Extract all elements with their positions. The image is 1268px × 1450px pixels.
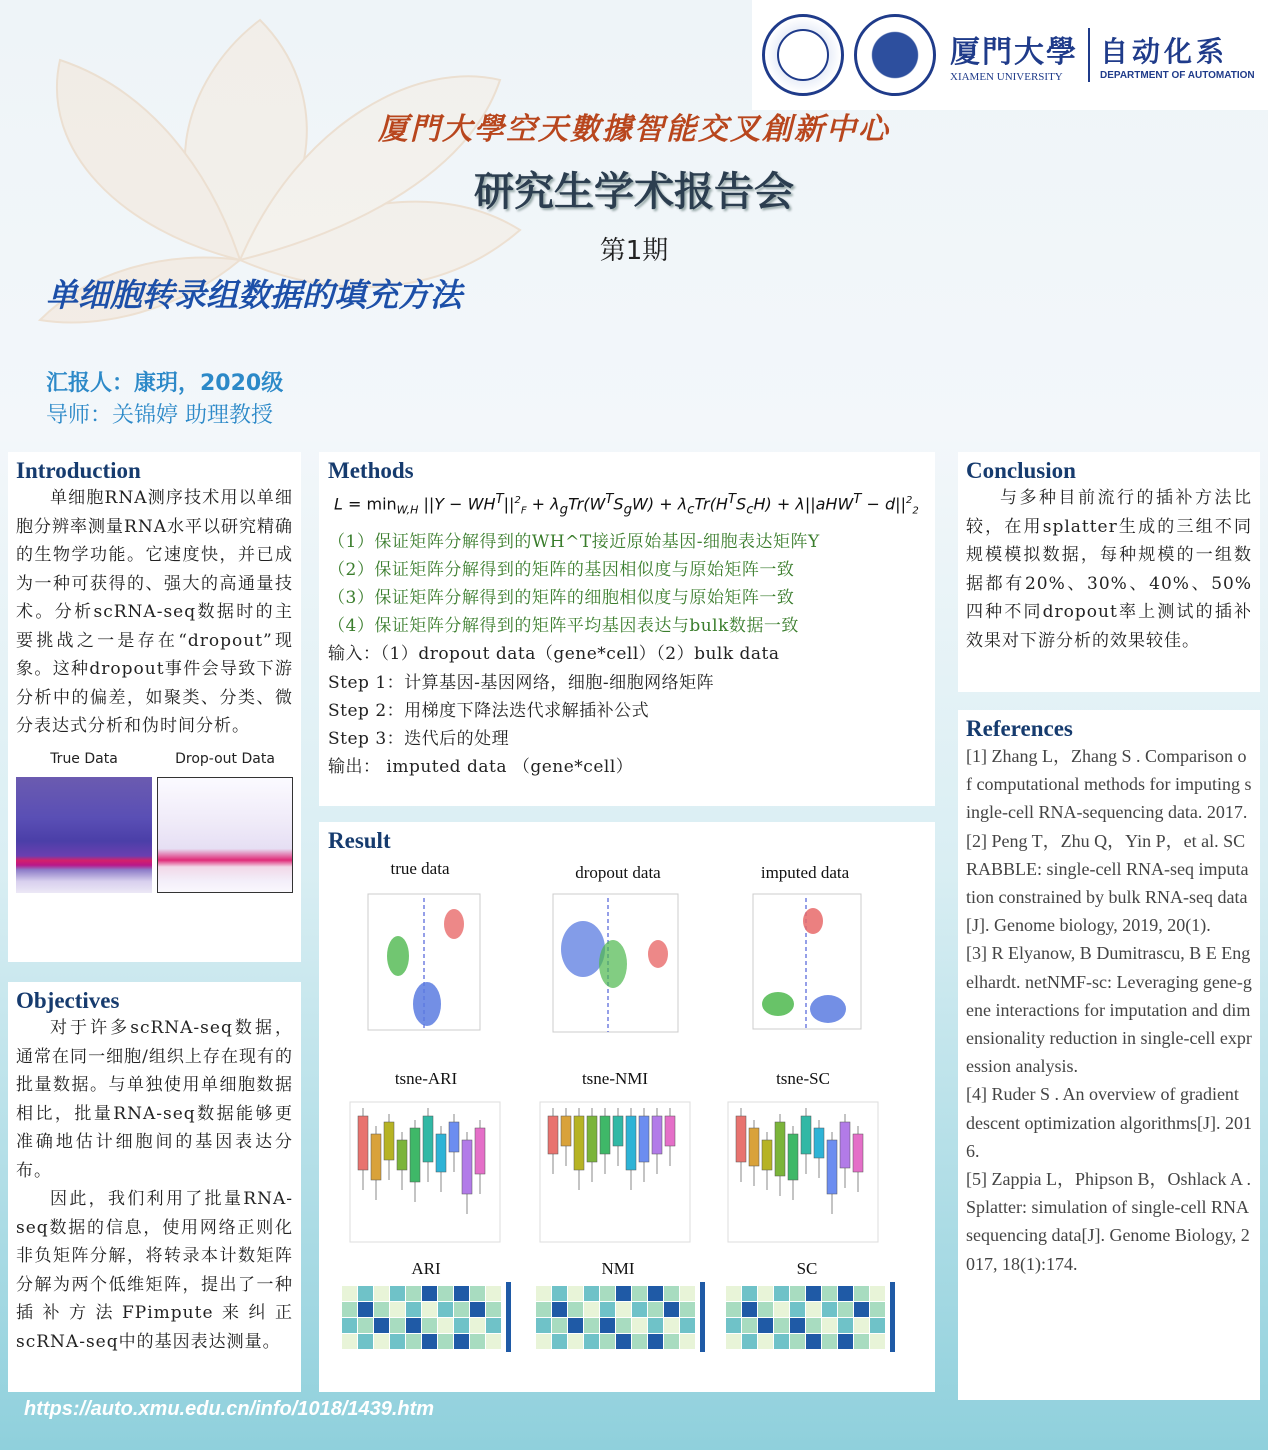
heatmap-cell (486, 1302, 501, 1317)
heatmap-cell (390, 1286, 405, 1301)
heatmap-sc (726, 1282, 895, 1352)
heatmap-cell (374, 1286, 389, 1301)
heatmap-cell (758, 1302, 773, 1317)
heatmap-cell (790, 1334, 805, 1349)
heatmap-cell (758, 1334, 773, 1349)
scatter-imputed-data (753, 894, 861, 1029)
heatmap-ari (342, 1282, 511, 1352)
heatmap-cell (584, 1318, 599, 1333)
heatmap-cell (552, 1286, 567, 1301)
heatmap-colorbar (506, 1282, 511, 1352)
heatmap-cell (726, 1302, 741, 1317)
heatmap-cell (422, 1302, 437, 1317)
heatmap-cell (648, 1334, 663, 1349)
introduction-text: 单细胞RNA测序技术用以单细胞分辨率测量RNA水平以研究精确的生物学功能。它速度快，并已成为一种可获得的、强大的高通量技术。分析scRNA-seq数据时的主要挑战之一是存在“dropout”现象。这种dropout事件会导致下游分析中的偏差，如聚类、分类、微分表达式分析和伪时间分析。 (16, 488, 293, 736)
heatmap-cell (422, 1286, 437, 1301)
conclusion-panel (958, 452, 1260, 692)
heatmap-cell (358, 1302, 373, 1317)
heatmap-cell (854, 1286, 869, 1301)
heatmap-cell (552, 1318, 567, 1333)
boxplot-box (371, 1134, 381, 1180)
scatter-dropout-data (553, 894, 678, 1032)
heatmap-cell (406, 1302, 421, 1317)
methods-heading: Methods (328, 458, 414, 483)
boxplot-box (548, 1116, 558, 1154)
department-name-en: DEPARTMENT OF AUTOMATION (1100, 69, 1255, 81)
heatmap-cell (648, 1302, 663, 1317)
boxplot-box (600, 1116, 610, 1154)
scatter-title-dropout: dropout data (575, 863, 661, 882)
heatmap-cell (870, 1286, 885, 1301)
reference-item: [5] Zappia L，Phipson B，Oshlack A . Splatter: simulation of single-cell RNA sequencing data[J]. Genome Biology, 2017, 18(1):174. (966, 1169, 1251, 1274)
scatter-title-true: true data (390, 859, 450, 878)
boxplot-box (384, 1122, 394, 1160)
conclusion-text: 与多种目前流行的插补方法比较，在用splatter生成的三组不同规模模拟数据，每种规模的一组数据都有20%、30%、40%、50%四种不同dropout率上测试的插补效果对下游分析的效果较佳。 (966, 488, 1252, 651)
conclusion-heading: Conclusion (966, 458, 1076, 483)
heatmap-cell (470, 1318, 485, 1333)
heatmap-cell (438, 1318, 453, 1333)
issue-number: 第1期 (599, 236, 669, 266)
heatmap-cell (342, 1302, 357, 1317)
boxplot-box (462, 1140, 472, 1194)
boxplot-box (652, 1116, 662, 1154)
boxplot-box (358, 1116, 368, 1170)
heatmap-cell (664, 1302, 679, 1317)
method-step-3: Step 3：迭代后的处理 (328, 728, 510, 749)
result-figures (328, 854, 926, 1384)
heatmap-cell (454, 1334, 469, 1349)
heatmap-cell (742, 1286, 757, 1301)
heatmap-cell (822, 1286, 837, 1301)
dropout-data-label: Drop-out Data (175, 750, 275, 767)
heatmap-cell (584, 1334, 599, 1349)
boxplot-box (626, 1116, 636, 1170)
boxplot-box (423, 1116, 433, 1162)
objectives-para-1: 对于许多scRNA-seq数据，通常在同一细胞/组织上存在现有的批量数据。与单独使用单细胞数据相比，批量RNA-seq数据能够更准确地估计细胞间的基因表达分布。 (16, 1018, 293, 1181)
department-name-cn: 自动化系 (1100, 34, 1229, 68)
boxplot-tsne-ari (350, 1102, 500, 1242)
heatmap-cell (806, 1286, 821, 1301)
heatmap-cell (584, 1286, 599, 1301)
heatmap-cell (374, 1334, 389, 1349)
heatmap-cell (486, 1286, 501, 1301)
heatmap-cell (600, 1334, 615, 1349)
heatmap-cell (600, 1302, 615, 1317)
method-constraint-4: （4）保证矩阵分解得到的矩阵平均基因表达与bulk数据一致 (328, 616, 799, 637)
heatmap-cell (486, 1318, 501, 1333)
heatmap-cell (390, 1318, 405, 1333)
heatmap-cell (616, 1318, 631, 1333)
heatmap-cell (568, 1286, 583, 1301)
dropout-data-heatmap (157, 777, 293, 893)
true-data-heatmap (16, 777, 152, 893)
boxplot-box (639, 1116, 649, 1162)
heatmap-cell (600, 1286, 615, 1301)
heatmap-cell (742, 1318, 757, 1333)
boxplot-box (475, 1128, 485, 1174)
heatmap-cell (358, 1334, 373, 1349)
heatmap-cell (758, 1318, 773, 1333)
heatmap-cell (806, 1318, 821, 1333)
box-title-sc: tsne-SC (776, 1069, 830, 1088)
boxplot-box (410, 1128, 420, 1182)
heatmap-cell (838, 1286, 853, 1301)
scatter-title-imputed: imputed data (760, 863, 850, 882)
heatmap-cell (680, 1286, 695, 1301)
heatmap-cell (536, 1286, 551, 1301)
heatmap-cell (616, 1286, 631, 1301)
heatmap-cell (406, 1286, 421, 1301)
result-panel (319, 822, 935, 1392)
objectives-panel (8, 982, 301, 1392)
heatmap-cell (536, 1318, 551, 1333)
heatmap-cell (774, 1302, 789, 1317)
objectives-heading: Objectives (16, 988, 120, 1013)
boxplot-box (775, 1122, 785, 1176)
heatmap-cell (726, 1286, 741, 1301)
heatmap-cell (664, 1286, 679, 1301)
objectives-para-2: 因此，我们利用了批量RNA-seq数据的信息，使用网络正则化非负矩阵分解，将转录本计数矩阵分解为两个低维矩阵，提出了一种插补方法FPimpute来纠正scRNA-seq中的基因表达测量。 (16, 1189, 293, 1352)
heatmap-nmi (536, 1282, 705, 1352)
heatmap-cell (390, 1334, 405, 1349)
heatmap-cell (742, 1334, 757, 1349)
boxplot-box (449, 1122, 459, 1152)
center-name: 厦門大學空天數據智能交叉創新中心 (378, 112, 890, 147)
heatmap-cell (454, 1302, 469, 1317)
boxplot-box (436, 1134, 446, 1172)
introduction-panel (8, 452, 301, 962)
data-comparison-figure (16, 751, 293, 893)
heatmap-cell (648, 1318, 663, 1333)
heatmap-cell (790, 1302, 805, 1317)
heatmap-cell (680, 1318, 695, 1333)
heatmap-cell (552, 1302, 567, 1317)
heatmap-cell (774, 1334, 789, 1349)
heatmap-cell (374, 1302, 389, 1317)
heatmap-cell (422, 1334, 437, 1349)
heatmap-cell (822, 1334, 837, 1349)
heatmap-cell (680, 1302, 695, 1317)
heat-title-nmi: NMI (601, 1259, 635, 1278)
method-step-2: Step 2：用梯度下降法迭代求解插补公式 (328, 700, 650, 721)
heatmap-cell (568, 1334, 583, 1349)
heatmap-cell (854, 1334, 869, 1349)
heatmap-cell (438, 1286, 453, 1301)
heatmap-cell (632, 1286, 647, 1301)
heatmap-cell (774, 1318, 789, 1333)
heatmap-colorbar (700, 1282, 705, 1352)
box-title-nmi: tsne-NMI (581, 1069, 649, 1088)
heatmap-cell (648, 1286, 663, 1301)
boxplot-box (561, 1116, 571, 1146)
heatmap-cell (374, 1318, 389, 1333)
heatmap-cell (454, 1318, 469, 1333)
scatter-true-data (368, 894, 480, 1030)
heatmap-cell (680, 1334, 695, 1349)
method-constraint-2: （2）保证矩阵分解得到的矩阵的基因相似度与原始矩阵一致 (328, 559, 795, 580)
reference-item: [3] R Elyanow, B Dumitrascu, B E Engelhardt. netNMF-sc: Leveraging gene-gene interactions for imputation and dimensionality reduction in single-cell expression analysis. (966, 943, 1252, 1077)
heatmap-cell (568, 1318, 583, 1333)
heatmap-cell (838, 1318, 853, 1333)
heatmap-cell (806, 1334, 821, 1349)
heatmap-cell (552, 1334, 567, 1349)
reference-item: [4] Ruder S . An overview of gradient descent optimization algorithms[J]. 2016. (966, 1084, 1252, 1161)
methods-panel (319, 452, 935, 806)
boxplot-box (801, 1116, 811, 1154)
heatmap-cell (358, 1318, 373, 1333)
heatmap-cell (358, 1286, 373, 1301)
heatmap-cell (454, 1286, 469, 1301)
objective-formula: $L = \min_{W,H} ||Y - WH^T||^2_F + \lambda_gTr(W^TS_gW) + \lambda_cTr(H^TS_cH) + \lambda||aHW^T - d||^2_2$ (334, 492, 919, 518)
heatmap-cell (438, 1302, 453, 1317)
heatmap-cell (822, 1302, 837, 1317)
boxplot-box (587, 1116, 597, 1162)
heatmap-cell (726, 1318, 741, 1333)
heatmap-cell (568, 1302, 583, 1317)
event-title: 研究生学术报告会 (474, 169, 794, 215)
heatmap-cell (470, 1334, 485, 1349)
heatmap-cell (486, 1334, 501, 1349)
method-constraint-1: （1）保证矩阵分解得到的WH^T接近原始基因-细胞表达矩阵Y (328, 531, 820, 552)
true-data-label: True Data (50, 750, 118, 767)
heatmap-cell (342, 1334, 357, 1349)
boxplot-box (762, 1140, 772, 1170)
heatmap-cell (774, 1286, 789, 1301)
heatmap-cell (390, 1302, 405, 1317)
box-title-ari: tsne-ARI (394, 1069, 458, 1088)
heatmap-cell (854, 1318, 869, 1333)
result-heading: Result (328, 828, 391, 853)
heatmap-cell (632, 1302, 647, 1317)
advisor: 导师：关锦婷 助理教授 (46, 403, 273, 428)
university-logo (950, 27, 1255, 83)
boxplot-box (736, 1116, 746, 1162)
header-logo-bar (752, 0, 1268, 110)
boxplot-tsne-nmi (540, 1102, 690, 1242)
heatmap-cell (870, 1318, 885, 1333)
method-step-1: Step 1：计算基因-基因网络，细胞-细胞网络矩阵 (328, 672, 715, 693)
logo-divider (1088, 28, 1090, 82)
references-heading: References (966, 716, 1073, 741)
heatmap-cell (870, 1334, 885, 1349)
heatmap-cell (600, 1318, 615, 1333)
reference-item: [1] Zhang L，Zhang S . Comparison of computational methods for imputing single-cell RNA-sequencing data. 2017. (966, 746, 1252, 823)
boxplot-box (814, 1128, 824, 1158)
heatmap-cell (790, 1286, 805, 1301)
heatmap-cell (632, 1318, 647, 1333)
boxplot-tsne-sc (728, 1102, 878, 1242)
heatmap-cell (342, 1318, 357, 1333)
university-name-en: XIAMEN UNIVERSITY (950, 71, 1063, 83)
heatmap-cell (616, 1334, 631, 1349)
boxplot-box (840, 1122, 850, 1168)
heatmap-cell (838, 1302, 853, 1317)
boxplot-box (613, 1116, 623, 1146)
heatmap-cell (406, 1318, 421, 1333)
heatmap-cell (664, 1318, 679, 1333)
heatmap-cell (742, 1302, 757, 1317)
method-output: 输出： imputed data （gene*cell） (328, 757, 634, 778)
heatmap-cell (616, 1302, 631, 1317)
heatmap-cell (726, 1334, 741, 1349)
heatmap-cell (406, 1334, 421, 1349)
heatmap-cell (536, 1302, 551, 1317)
heatmap-cell (758, 1286, 773, 1301)
boxplot-box (574, 1116, 584, 1170)
heatmap-cell (870, 1302, 885, 1317)
heatmap-cell (470, 1302, 485, 1317)
heatmap-cell (632, 1334, 647, 1349)
heatmap-cell (854, 1302, 869, 1317)
boxplot-box (749, 1128, 759, 1166)
heatmap-cell (822, 1318, 837, 1333)
university-seal-icon (762, 14, 844, 96)
boxplot-box (788, 1134, 798, 1180)
heatmap-cell (806, 1302, 821, 1317)
heat-title-sc: SC (796, 1259, 818, 1278)
references-panel (958, 710, 1260, 1400)
footer-url-link[interactable]: https://auto.xmu.edu.cn/info/1018/1439.htm (24, 1398, 435, 1420)
boxplot-box (665, 1116, 675, 1146)
heatmap-cell (470, 1286, 485, 1301)
heatmap-cell (536, 1334, 551, 1349)
boxplot-box (853, 1134, 863, 1172)
introduction-heading: Introduction (16, 458, 141, 483)
reporter: 汇报人：康玥，2020级 (46, 371, 284, 396)
talk-title: 单细胞转录组数据的填充方法 (46, 276, 463, 314)
boxplot-box (827, 1140, 837, 1194)
heatmap-cell (422, 1318, 437, 1333)
method-input: 输入：（1）dropout data（gene*cell）（2）bulk data (328, 644, 780, 665)
institute-seal-icon (854, 14, 936, 96)
boxplot-box (397, 1140, 407, 1170)
university-name-cn: 厦門大學 (950, 35, 1078, 70)
heatmap-cell (584, 1302, 599, 1317)
heatmap-colorbar (890, 1282, 895, 1352)
heatmap-cell (664, 1334, 679, 1349)
heatmap-cell (342, 1286, 357, 1301)
heat-title-ari: ARI (411, 1259, 441, 1278)
heatmap-cell (790, 1318, 805, 1333)
reference-item: [2] Peng T，Zhu Q，Yin P，et al. SCRABBLE: single-cell RNA-seq imputation constrained by bulk RNA-seq data[J]. Genome biology, 2019, 20(1). (966, 830, 1249, 936)
method-constraint-3: （3）保证矩阵分解得到的矩阵的细胞相似度与原始矩阵一致 (328, 587, 795, 608)
heatmap-cell (838, 1334, 853, 1349)
heatmap-cell (438, 1334, 453, 1349)
